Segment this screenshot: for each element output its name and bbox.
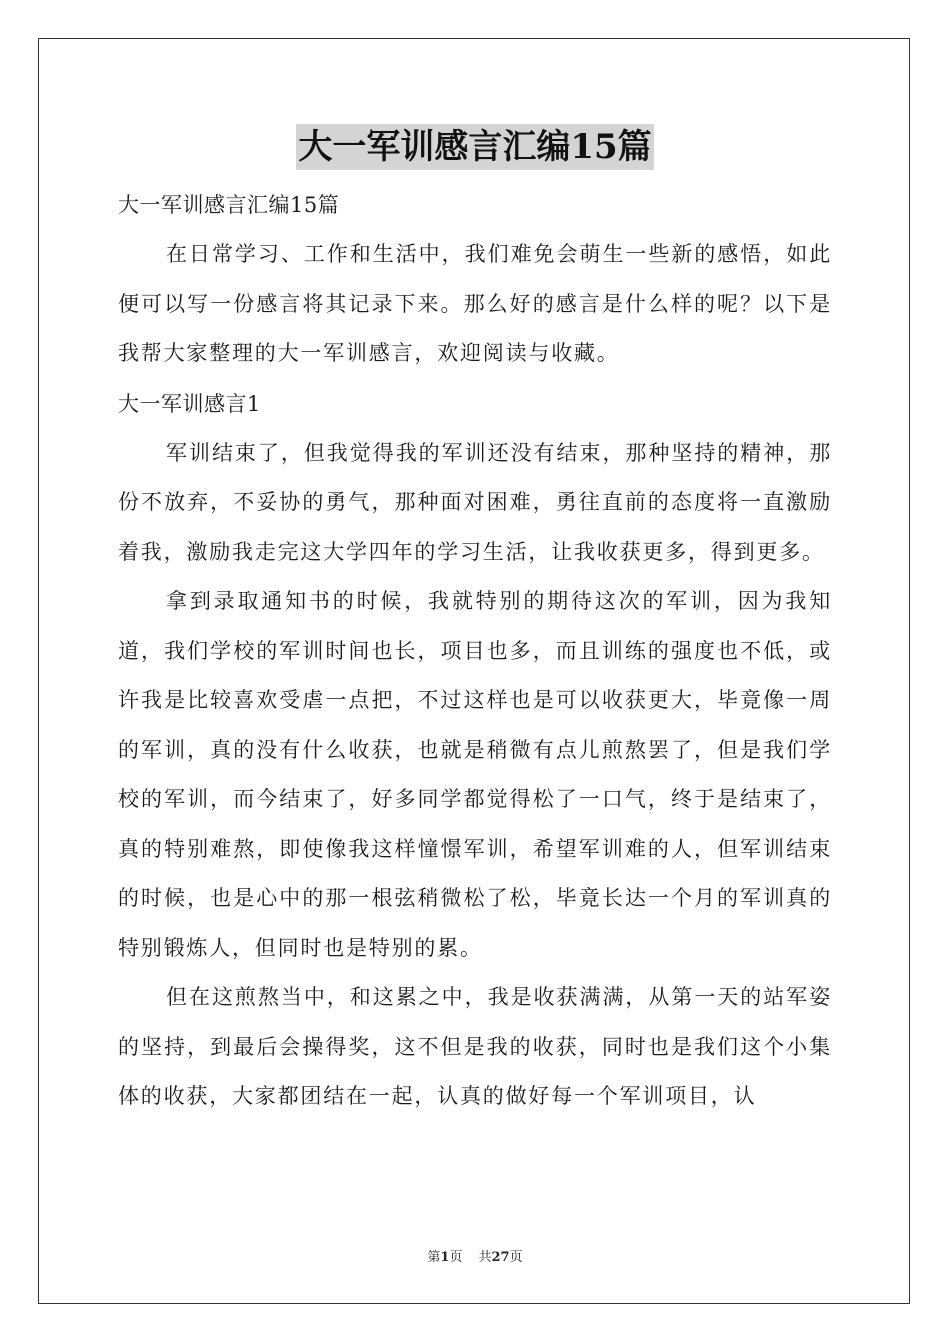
document-subtitle: 大一军训感言汇编15篇 [118, 193, 340, 217]
title-wrap [0, 124, 950, 170]
total-prefix: 共 [478, 1250, 492, 1265]
page-current: 1 [440, 1250, 450, 1265]
document-title: 大一军训感言汇编15篇 [296, 124, 653, 170]
document-body [118, 180, 832, 1122]
body-paragraph: 军训结束了，但我觉得我的军训还没有结束，那种坚持的精神，那份不放弃，不妥协的勇气，那种面对困难，勇往直前的态度将一直激励着我，激励我走完这大学四年的学习生活，让我收获更多，得到更多。 [118, 440, 832, 564]
intro-paragraph: 在日常学习、工作和生活中，我们难免会萌生一些新的感悟，如此便可以写一份感言将其记录下来。那么好的感言是什么样的呢？以下是我帮大家整理的大一军训感言，欢迎阅读与收藏。 [118, 242, 832, 365]
body-paragraph: 但在这煎熬当中，和这累之中，我是收获满满，从第一天的站军姿的坚持，到最后会操得奖，这不但是我的收获，同时也是我们这个小集体的收获，大家都团结在一起，认真的做好每一个军训项目，认 [118, 985, 832, 1108]
page-prefix: 第 [427, 1250, 441, 1265]
total-suffix: 页 [509, 1250, 523, 1265]
page-footer [0, 1246, 950, 1265]
page-total: 27 [491, 1250, 510, 1265]
body-paragraph: 拿到录取通知书的时候，我就特别的期待这次的军训，因为我知道，我们学校的军训时间也长，项目也多，而且训练的强度也不低，或许我是比较喜欢受虐一点把，不过这样也是可以收获更大，毕竟像一周的军训，真的没有什么收获，也就是稍微有点儿煎熬罢了，但是我们学校的军训，而今结束了，好多同学都觉得松了一口气，终于是结束了，真的特别难熬，即使像我这样憧憬军训，希望军训难的人，但军训结束的时候，也是心中的那一根弦稍微松了松，毕竟长达一个月的军训真的特别锻炼人，但同时也是特别的累。 [118, 589, 832, 960]
section-heading: 大一军训感言1 [118, 391, 261, 416]
page-mid: 页 [449, 1250, 463, 1265]
